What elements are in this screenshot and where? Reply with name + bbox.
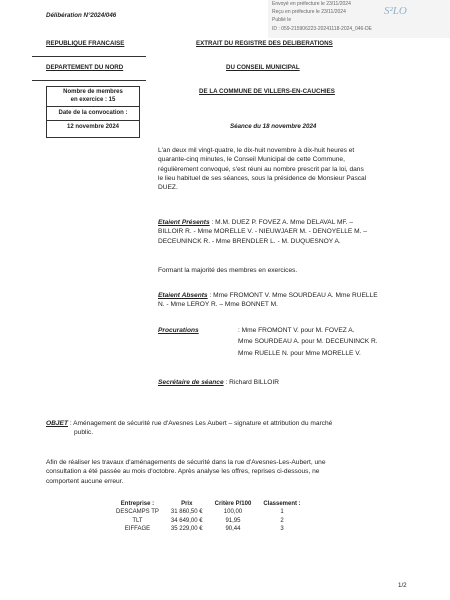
procurations-label: Procurations [158,327,199,334]
cell-entreprise: EIFFAGE [124,526,151,533]
majority-statement: Formant la majorité des membres en exercices. [158,267,298,274]
info-box [46,86,140,138]
council-title: DU CONSEIL MUNICIPAL [226,64,300,71]
procuration-line: Mme RUELLE N. pour Mme MORELLE V. [238,349,361,357]
header-prix: Prix [181,501,193,507]
intro-line: L'an deux mil vingt-quatre, le dix-huit novembre à dix-huit heures et [158,147,355,154]
objet-text: : Aménagement de sécurité rue d'Avesnes Les Aubert – signature et attribution du marché [69,420,333,427]
table-row [110,508,307,516]
transmission-stamp [268,0,450,38]
body-line: Afin de réaliser les travaux d'aménagements de sécurité dans la rue d'Avesnes-Les-Aubert, une [46,459,326,466]
header-critere: Critère P/100 [214,501,252,507]
cell-critere: 91,95 [225,517,241,524]
table-row [110,525,307,533]
members-value: en exercice : 15 [70,97,116,103]
header-entreprise: Entreprise : [120,501,155,507]
procuration-line: : Mme FROMONT V. pour M. FOVEZ A. [238,327,355,334]
stamp-line: Envoyé en préfecture le 23/11/2024 [272,1,351,7]
header-classement: Classement : [263,501,301,507]
cell-classement: 1 [280,509,284,516]
stamp-line: Reçu en préfecture le 23/11/2024 [272,9,346,15]
absents-line: : Mme FROMONT V. Mme SOURDEAU A. Mme RUELLE [209,292,378,299]
intro-line: régulièrement convoqué, s'est réuni au nombre prescrit par la loi, dans [158,165,364,173]
secretaire-label: Secrétaire de séance [158,379,224,386]
body-line: consultation a été passée au mois d'octobre. Après analyse les offres, reprises ci-dessous, ne [46,468,320,476]
absents-label: Etaient Absents [158,292,208,299]
convocation-label: Date de la convocation : [58,110,128,116]
offers-table [110,500,307,534]
presents-block [158,218,398,246]
members-label: Nombre de membres [63,89,123,95]
seance-date: Séance du 18 novembre 2024 [230,123,317,130]
objet-label: OBJET [46,420,68,427]
divider [32,80,146,81]
presents-label: Etaient Présents [158,219,210,226]
convocation-value: 12 novembre 2024 [66,124,120,130]
absents-block [158,291,398,310]
page-number: 1/2 [398,582,407,589]
intro-line: le lieu habituel de ses séances, sous la présidence de Monsieur Pascal [158,174,367,182]
republic-label: REPUBLIQUE FRANCAISE [46,40,125,47]
cell-entreprise: DESCAMPS TP [116,509,159,516]
cell-prix: 35 229,00 € [170,526,203,533]
intro-line: DUEZ. [158,184,178,192]
stamp-line: ID : 059-215906223-20241118-2024_046-DE [272,26,372,32]
box-divider [47,106,139,107]
stamp-line: Publié le [272,17,292,23]
cell-classement: 2 [280,517,284,524]
table-header-row [110,500,307,508]
procurations-block [238,326,408,358]
slo-logo: S²LO [384,5,407,17]
intro-line: quarante-cinq minutes, le Conseil Municipal de cette Commune, [158,156,345,164]
cell-classement: 3 [280,526,284,533]
presents-line: BILLOIR R. - Mme MORELLE V. - NIEUWJAER M. - DENOYELLE M. – [158,228,367,236]
register-title: EXTRAIT DU REGISTRE DES DELIBERATIONS [196,40,333,47]
deliberation-reference: Délibération N°2024/046 [46,12,117,19]
secretaire-value: : Richard BILLOIR [225,379,279,386]
cell-prix: 31 860,50 € [170,509,203,516]
divider [32,56,146,57]
box-divider [47,120,139,121]
cell-critere: 90,44 [225,526,241,533]
presents-line: : M.M. DUEZ P. FOVEZ A. Mme DELAVAL MF. – [211,219,354,226]
objet-text: public. [74,429,94,437]
presents-line: DECEUNINCK R. - Mme BRENDLER L. - M. DUQUESNOY A. [158,237,341,245]
body-line: comportent aucune erreur. [46,477,124,485]
absents-line: N. - Mme LEROY R. – Mme BONNET M. [158,301,278,309]
secretaire-block [158,378,279,387]
department-label: DEPARTEMENT DU NORD [46,64,124,71]
table-row [110,517,307,525]
procuration-line: Mme SOURDEAU A. pour M. DECEUNINCK R. [238,338,378,346]
intro-paragraph [158,146,398,192]
cell-entreprise: TLT [132,517,143,524]
objet-block [46,419,410,438]
commune-title: DE LA COMMUNE DE VILLERS-EN-CAUCHIES [199,88,335,95]
cell-prix: 34 649,00 € [170,517,203,524]
body-paragraph [46,458,410,486]
cell-critere: 100,00 [223,509,243,516]
